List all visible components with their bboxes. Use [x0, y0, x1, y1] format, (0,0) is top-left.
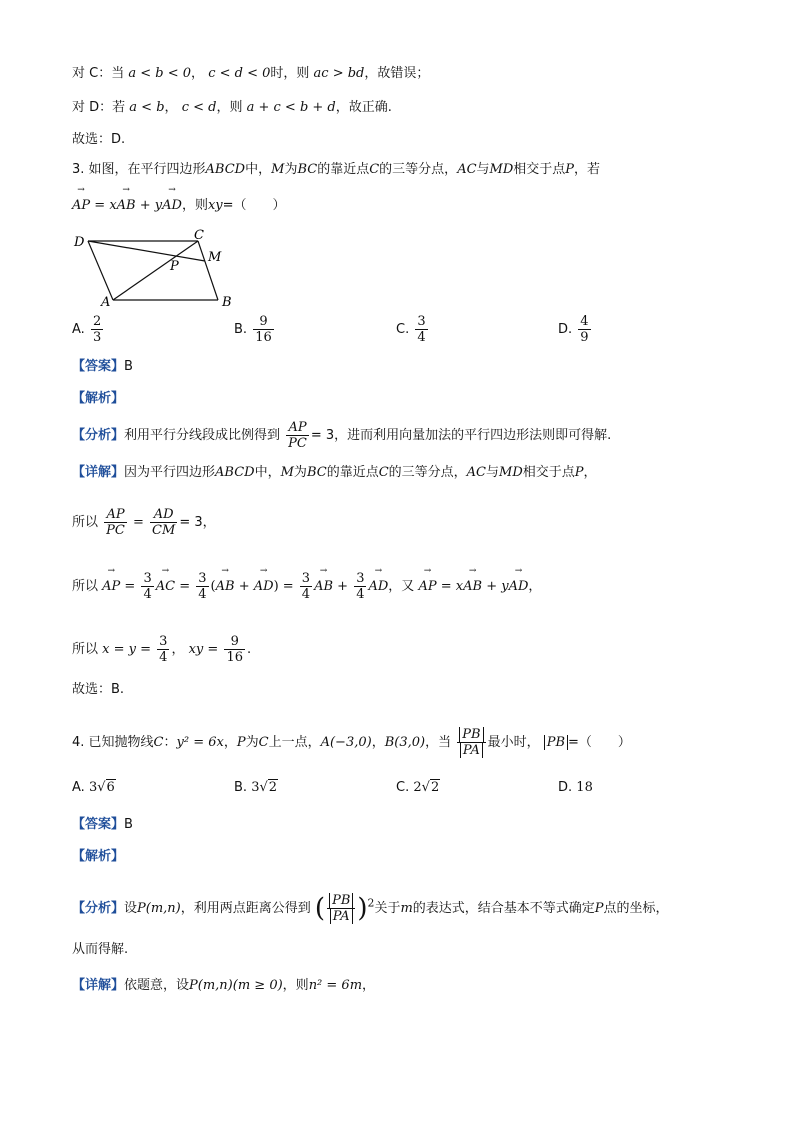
text: 为	[245, 735, 259, 750]
math: m	[400, 901, 413, 916]
math: c < d	[181, 100, 217, 115]
denominator: 9	[580, 330, 589, 345]
edge-ad	[88, 241, 113, 300]
denominator: 3	[92, 330, 102, 345]
fraction	[415, 314, 427, 345]
q3-stem	[72, 160, 600, 180]
vector: → AP	[72, 196, 90, 216]
text: 为	[293, 465, 307, 480]
text: ，则	[181, 198, 208, 213]
math: C	[258, 735, 269, 750]
text: ，利用两点距离公得到	[180, 901, 311, 916]
label-c: C	[194, 228, 204, 243]
text: 因为平行四边形	[124, 465, 216, 480]
text: 的表达式，结合基本不等式确定	[412, 901, 595, 916]
numerator: 3	[301, 571, 311, 586]
text: ，	[583, 465, 597, 480]
q4-fenxi: 【分析】设P(m,n)，利用两点距离公得到 ( $\frac{PB}{PA}$ )$^2$关于m的表达式，结合基本不等式确定P点的坐标，	[72, 893, 669, 924]
math: xy	[207, 198, 223, 213]
fraction	[327, 893, 355, 924]
numerator: AP	[286, 420, 309, 436]
text: 相交于点	[522, 465, 575, 480]
numerator: 3	[417, 314, 426, 329]
abs: PB	[544, 735, 568, 750]
q3-step-vector: 所以 → AP = $\frac{3}{4}$ → AC = $\frac{3}{4}$ (→ AB + → AD) = $\frac{3}{4}$ → AB + $\frac{3}{4}$ → AD，又 → AP = x→ AB + y→ AD，	[72, 571, 541, 602]
text: ，又	[388, 579, 415, 594]
numerator: 3	[356, 571, 365, 586]
text: 与	[486, 465, 500, 480]
analysis-tag: 【解析】	[72, 391, 125, 406]
text: 所以	[72, 579, 99, 594]
radicand: 2	[268, 780, 278, 795]
label-a: A	[101, 295, 111, 308]
q3-fenxi	[72, 420, 611, 451]
math: x = y =	[102, 642, 152, 657]
label-m: M	[208, 250, 222, 265]
math: x	[109, 198, 117, 213]
math: y	[154, 198, 163, 213]
select-line: 故选：D.	[72, 132, 126, 147]
fraction	[157, 634, 169, 665]
abs: PB	[459, 727, 483, 742]
segment-dm	[88, 241, 205, 261]
text: 最小时，	[487, 735, 540, 750]
numerator: 9	[224, 634, 245, 650]
denominator: 4	[143, 587, 152, 602]
fraction	[91, 314, 103, 345]
fraction	[141, 571, 153, 602]
fraction	[457, 727, 485, 758]
text: 上一点，	[268, 735, 321, 750]
numerator: AD	[150, 507, 177, 523]
math: ac > bd	[313, 66, 365, 81]
answer-value: B	[124, 817, 133, 832]
math: P	[236, 735, 246, 750]
numerator: 3	[143, 571, 152, 586]
q4-option-d[interactable]	[558, 780, 593, 795]
vector: → AC	[156, 577, 175, 597]
coefficient: 3	[251, 780, 260, 795]
vector: → AD	[509, 577, 529, 597]
q3-option-a[interactable]	[72, 314, 105, 345]
text: 与	[476, 162, 490, 177]
math: MD	[499, 465, 523, 480]
label-b: B	[222, 295, 232, 308]
denominator: PC	[288, 436, 307, 451]
denominator: 4	[198, 587, 207, 602]
vector: → AB	[463, 577, 482, 597]
abs: PA	[460, 743, 483, 758]
numerator: 4	[580, 314, 589, 329]
math: M	[280, 465, 294, 480]
vector: → AB	[117, 196, 136, 216]
text: ，若	[574, 162, 601, 177]
vector: → AD	[162, 196, 182, 216]
option-value: 18	[576, 780, 593, 795]
fraction	[354, 571, 366, 602]
denominator: 4	[301, 587, 311, 602]
q4-stem: 4. 已知抛物线C：y² = 6x，P为C上一点，A(−3,0)，B(3,0)，当 $\frac{PB}{PA}$ 最小时， PB =（ ）	[72, 727, 631, 758]
text: ，故正确.	[335, 100, 392, 115]
option-letter: C.	[396, 322, 410, 337]
math: MD	[489, 162, 514, 177]
q3-answer	[72, 357, 133, 377]
fenxi-tag: 【分析】	[72, 428, 125, 443]
math: M	[271, 162, 285, 177]
math: P(m,n)	[189, 978, 233, 993]
parallelogram-figure	[68, 228, 238, 308]
math: AC	[457, 162, 477, 177]
denominator: 16	[226, 650, 243, 665]
text: 3. 如图，在平行四边形	[72, 162, 206, 177]
math: c < d < 0	[208, 66, 271, 81]
math: a + c < b + d	[246, 100, 336, 115]
denominator: 4	[356, 587, 365, 602]
option-letter: A.	[72, 322, 85, 337]
xiangjie-tag: 【详解】	[72, 465, 125, 480]
math: P(m,n)	[137, 901, 181, 916]
radicand: 6	[106, 780, 115, 795]
q4-xiangjie	[72, 976, 375, 996]
vector: → AD	[368, 577, 388, 597]
vector: → AP	[102, 577, 120, 597]
coefficient: 3	[88, 780, 98, 795]
text: 的三等分点，	[388, 465, 467, 480]
fraction	[150, 507, 177, 538]
q4-option-c[interactable]: C. 2√2	[396, 780, 440, 795]
text: 中，	[254, 465, 281, 480]
numerator: 9	[253, 314, 274, 330]
q3-xiangjie	[72, 463, 597, 483]
fraction	[286, 420, 309, 451]
answer-tag: 【答案】	[72, 359, 125, 374]
answer-value: B	[124, 359, 133, 374]
math: C	[378, 465, 389, 480]
text: ，则	[216, 100, 243, 115]
q3-step-ratio: 所以 $\frac{AP}{PC}$ = $\frac{AD}{CM}$ = 3，	[72, 507, 216, 538]
math: xy =	[188, 642, 219, 657]
analysis-tag: 【解析】	[72, 849, 125, 864]
text: 的靠近点	[326, 465, 379, 480]
text: 中，	[245, 162, 272, 177]
math: P	[565, 162, 575, 177]
text: 为	[284, 162, 298, 177]
math: C	[369, 162, 380, 177]
vector: → AD	[254, 577, 274, 597]
math: n² = 6m	[308, 978, 363, 993]
fraction	[196, 571, 208, 602]
answer-tag: 【答案】	[72, 817, 125, 832]
label-p: P	[170, 259, 179, 274]
option-letter: D.	[558, 780, 573, 795]
text: 设	[124, 901, 138, 916]
abs: PB	[329, 893, 353, 908]
text: = 3，	[179, 515, 216, 530]
fenxi-tag: 【分析】	[72, 901, 125, 916]
q3-analysis-tag	[72, 389, 124, 409]
math: a < b < 0	[128, 66, 192, 81]
text: ，	[362, 978, 376, 993]
label-d: D	[74, 235, 85, 250]
text: 的三等分点，	[379, 162, 458, 177]
denominator: 16	[255, 330, 272, 345]
text: 时，则	[270, 66, 310, 81]
text: .	[246, 642, 252, 657]
diagonal-ac	[113, 241, 198, 300]
denominator: 4	[417, 330, 426, 345]
denominator: CM	[152, 523, 176, 538]
text: 依题意，设	[124, 978, 190, 993]
text: =（ ）	[222, 198, 286, 213]
math: BC	[297, 162, 318, 177]
text: ：	[163, 735, 177, 750]
line-option-c	[72, 64, 429, 84]
abs: PA	[330, 909, 353, 924]
math: (m ≥ 0)	[232, 978, 283, 993]
denominator: 4	[159, 650, 168, 665]
math: a < b	[129, 100, 165, 115]
exponent: 2	[367, 896, 375, 910]
math: y² = 6x	[176, 735, 224, 750]
text: ，	[191, 66, 205, 81]
q4-analysis-tag	[72, 847, 124, 867]
math: AC	[466, 465, 487, 480]
math: x	[455, 579, 464, 594]
fraction	[300, 571, 312, 602]
text: ，	[223, 735, 237, 750]
q4-option-b[interactable]: B. 3√2	[234, 780, 278, 795]
q4-fenxi-cont: 从而得解.	[72, 942, 129, 957]
math: C	[153, 735, 164, 750]
fraction	[578, 314, 590, 345]
q3-option-d[interactable]	[558, 314, 593, 345]
text: 的靠近点	[317, 162, 370, 177]
text: ，	[171, 642, 185, 657]
text: =（ ）	[568, 735, 631, 750]
text: 所以	[72, 642, 99, 657]
text: ，	[164, 100, 178, 115]
math: ABCD	[205, 162, 246, 177]
text: ，故错误；	[364, 66, 430, 81]
fraction	[224, 634, 245, 665]
q4-answer	[72, 815, 133, 835]
text: = 3，进而利用向量加法的平行四边形法则即可得解.	[310, 428, 612, 443]
q3-vector-equation: → AP = x→ AB + y→ AD，则xy=（ ）	[72, 196, 286, 216]
math: A(−3,0)	[320, 735, 372, 750]
text: 对 C：当	[72, 66, 125, 81]
coefficient: 2	[413, 780, 422, 795]
text: 所以	[72, 515, 99, 530]
fraction	[253, 314, 274, 345]
option-letter: C.	[396, 780, 410, 795]
vector: → AP	[418, 577, 436, 597]
vector: → AB	[314, 577, 333, 597]
option-letter: B.	[234, 322, 248, 337]
math: P	[574, 465, 584, 480]
denominator: PC	[106, 523, 125, 538]
option-letter: A.	[72, 780, 85, 795]
vector: → AB	[216, 577, 235, 597]
text: 利用平行分线段成比例得到	[124, 428, 281, 443]
q3-select: 故选：B.	[72, 682, 125, 697]
numerator: 2	[92, 314, 102, 329]
text: 点的坐标，	[603, 901, 669, 916]
xiangjie-tag: 【详解】	[72, 978, 125, 993]
radicand: 2	[430, 780, 440, 795]
numerator: 3	[198, 571, 207, 586]
option-letter: D.	[558, 322, 573, 337]
fraction	[104, 507, 127, 538]
q3-option-b[interactable]	[234, 314, 276, 345]
numerator: 3	[159, 634, 168, 649]
text: 4. 已知抛物线	[72, 735, 154, 750]
q3-option-c[interactable]	[396, 314, 430, 345]
option-letter: B.	[234, 780, 248, 795]
text: 对 D：若	[72, 100, 126, 115]
numerator: AP	[104, 507, 127, 523]
math: P	[594, 901, 604, 916]
text: 关于	[374, 901, 401, 916]
q3-step-result	[72, 634, 251, 665]
q4-option-a[interactable]: A. 3√6	[72, 780, 115, 795]
text: 相交于点	[513, 162, 566, 177]
math: ABCD	[215, 465, 255, 480]
text: ，则	[282, 978, 309, 993]
math: BC	[306, 465, 327, 480]
math: y	[501, 579, 509, 594]
line-option-d	[72, 98, 392, 118]
math: B(3,0)	[384, 735, 426, 750]
text: ，当	[425, 735, 452, 750]
